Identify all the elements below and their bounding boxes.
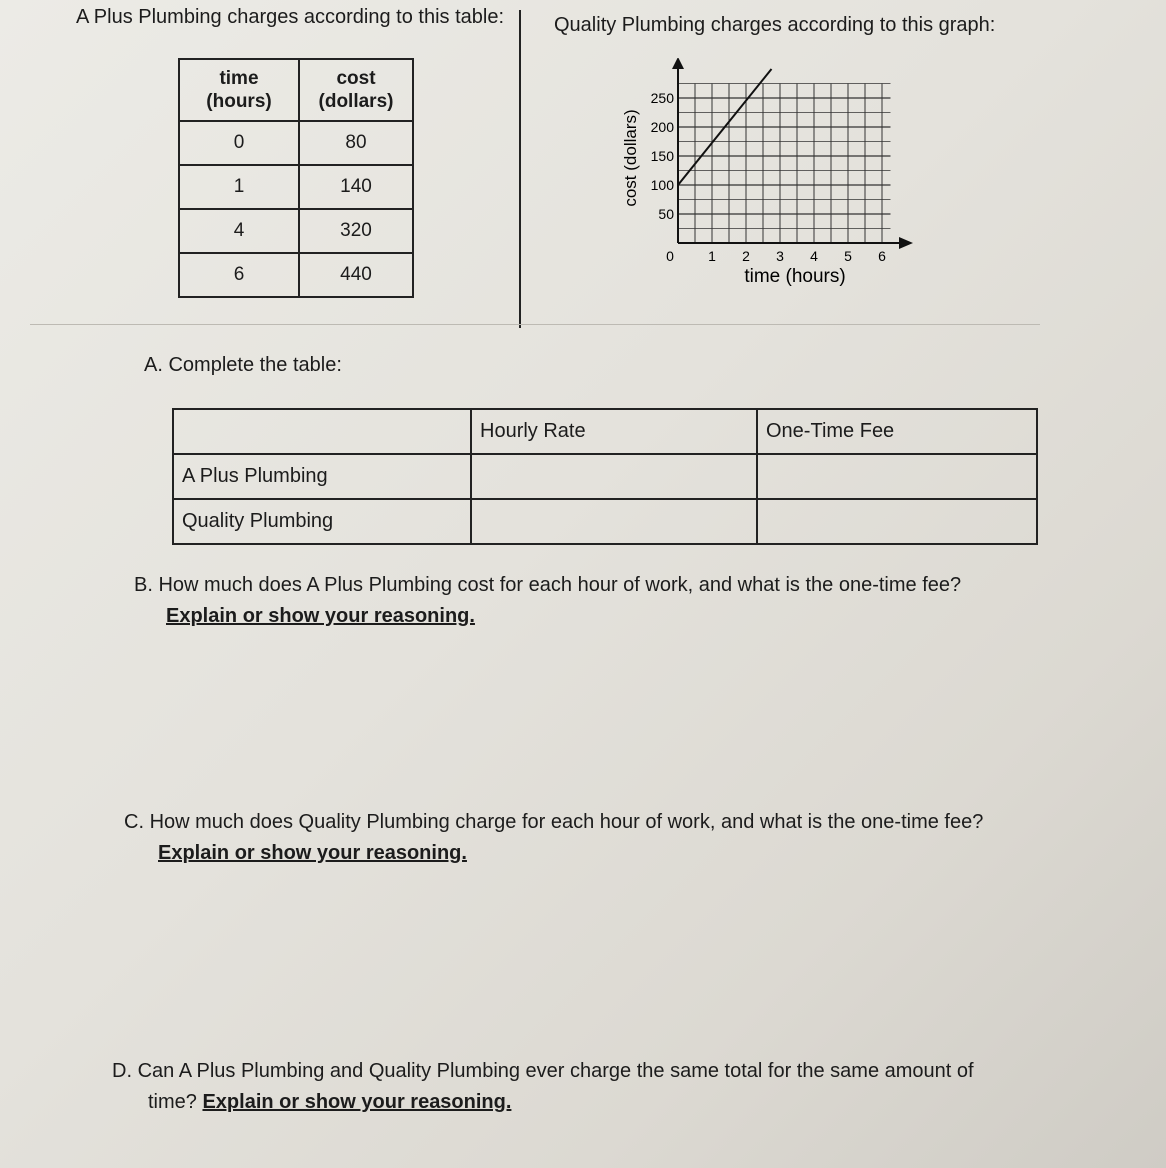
- x-tick-label: 6: [878, 248, 886, 264]
- cost-header-line1: cost: [336, 68, 376, 89]
- time-header: [179, 59, 299, 121]
- y-axis-arrow: [672, 58, 684, 69]
- time-cell: 1: [179, 165, 299, 209]
- part-d-explain: Explain or show your reasoning.: [202, 1091, 512, 1113]
- table-header-row: [173, 409, 1037, 454]
- x-tick-label: 4: [810, 248, 818, 264]
- horizontal-divider: [30, 324, 1040, 325]
- x-tick-label: 3: [776, 248, 784, 264]
- one-time-fee-answer-cell[interactable]: [757, 454, 1037, 499]
- x-tick-label: 5: [844, 248, 852, 264]
- hourly-rate-answer-cell[interactable]: [471, 499, 757, 544]
- time-cell: 6: [179, 253, 299, 297]
- cost-header: [299, 59, 413, 121]
- table-row: [179, 121, 413, 165]
- one-time-fee-answer-cell[interactable]: [757, 499, 1037, 544]
- time-header-line2: (hours): [206, 91, 272, 112]
- quality-title: Quality Plumbing charges according to this graph:: [554, 14, 996, 36]
- table-row: [179, 165, 413, 209]
- part-c-label: C.: [124, 811, 144, 833]
- y-tick-label: 250: [650, 90, 674, 106]
- rate-fee-table: [172, 408, 1038, 545]
- part-d-text-line2: time?: [148, 1091, 197, 1113]
- hourly-rate-header: Hourly Rate: [471, 409, 757, 454]
- part-a-prompt: [144, 350, 342, 381]
- company-name-cell: A Plus Plumbing: [173, 454, 471, 499]
- x-axis-label: time (hours): [744, 266, 846, 287]
- y-tick-label: 150: [650, 148, 674, 164]
- chart-axes: [672, 58, 913, 249]
- part-b-question: [134, 570, 961, 632]
- part-c-question: [124, 807, 983, 869]
- part-d-question: [112, 1056, 974, 1118]
- a-plus-title: A Plus Plumbing charges according to this table:: [76, 6, 505, 28]
- part-d-label: D.: [112, 1060, 132, 1082]
- x-tick-label: 2: [742, 248, 750, 264]
- part-a-label: A.: [144, 354, 163, 376]
- a-plus-cost-table: [178, 58, 414, 298]
- table-header-row: [179, 59, 413, 121]
- part-b-label: B.: [134, 574, 153, 596]
- part-c-text: How much does Quality Plumbing charge for each hour of work, and what is the one-time fee?: [149, 811, 984, 833]
- time-cell: 0: [179, 121, 299, 165]
- part-c-explain: Explain or show your reasoning.: [158, 842, 467, 864]
- time-header-line1: time: [219, 68, 259, 89]
- cost-header-line2: (dollars): [318, 91, 394, 112]
- company-name-cell: Quality Plumbing: [173, 499, 471, 544]
- table-row: [179, 253, 413, 297]
- blank-header-cell: [173, 409, 471, 454]
- hourly-rate-answer-cell[interactable]: [471, 454, 757, 499]
- cost-cell: 320: [299, 209, 413, 253]
- cost-cell: 440: [299, 253, 413, 297]
- part-b-text: How much does A Plus Plumbing cost for each hour of work, and what is the one-time fee?: [158, 574, 962, 596]
- y-tick-label: 200: [650, 119, 674, 135]
- table-row: [173, 499, 1037, 544]
- x-axis-arrow: [899, 237, 913, 249]
- part-a-text: Complete the table:: [168, 354, 342, 376]
- y-tick-label: 100: [650, 177, 674, 193]
- one-time-fee-header: One-Time Fee: [757, 409, 1037, 454]
- part-d-text-line1: Can A Plus Plumbing and Quality Plumbing ever charge the same total for the same amount of: [137, 1060, 974, 1082]
- chart-grid: [678, 84, 891, 244]
- origin-label: 0: [666, 248, 674, 264]
- quality-plumbing-graph: [600, 58, 930, 298]
- table-row: [179, 209, 413, 253]
- table-row: [173, 454, 1037, 499]
- x-tick-label: 1: [708, 248, 716, 264]
- y-axis-label: cost (dollars): [621, 109, 640, 207]
- part-b-explain: Explain or show your reasoning.: [166, 605, 475, 627]
- chart-ticks: [651, 90, 886, 264]
- cost-cell: 140: [299, 165, 413, 209]
- time-cell: 4: [179, 209, 299, 253]
- y-tick-label: 50: [658, 206, 674, 222]
- cost-cell: 80: [299, 121, 413, 165]
- vertical-divider: [519, 10, 521, 328]
